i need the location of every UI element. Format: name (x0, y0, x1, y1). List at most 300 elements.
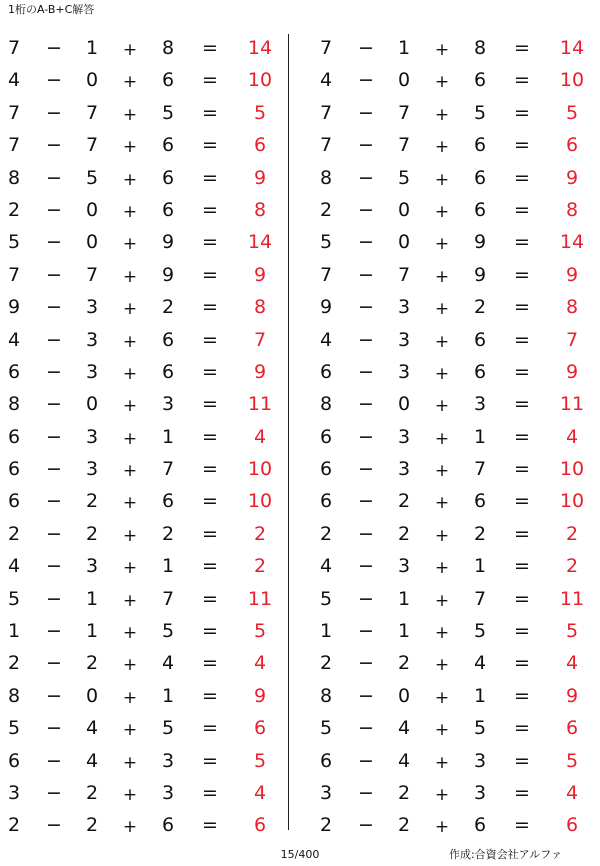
problem-row (312, 453, 600, 485)
operand-b: 1 (397, 620, 411, 643)
operand-c: 3 (473, 393, 487, 416)
answer: 4 (253, 781, 267, 804)
operand-a: 7 (319, 101, 333, 124)
problem-row (0, 259, 290, 291)
operand-b: 3 (397, 458, 411, 481)
equals-sign: = (514, 490, 530, 513)
operand-b: 7 (85, 101, 99, 124)
operand-b: 2 (397, 814, 411, 837)
equals-sign: = (202, 555, 218, 578)
operand-a: 5 (319, 231, 333, 254)
equals-sign: = (202, 69, 218, 92)
minus-sign: − (358, 134, 374, 157)
operand-c: 5 (161, 620, 175, 643)
answer: 14 (559, 231, 585, 254)
operand-c: 8 (473, 37, 487, 59)
answer: 11 (559, 393, 585, 416)
plus-sign: + (122, 396, 138, 417)
operand-b: 1 (397, 37, 411, 59)
answer: 11 (559, 587, 585, 610)
operand-a: 5 (7, 231, 21, 254)
answer: 7 (253, 328, 267, 351)
equals-sign: = (514, 425, 530, 448)
problem-row (312, 647, 600, 679)
answer: 9 (565, 684, 579, 707)
equals-sign: = (202, 328, 218, 351)
plus-sign: + (434, 104, 450, 125)
plus-sign: + (434, 266, 450, 287)
operand-c: 6 (161, 166, 175, 189)
answer: 9 (565, 166, 579, 189)
answer: 4 (565, 425, 579, 448)
plus-sign: + (122, 493, 138, 514)
answer: 6 (565, 717, 579, 740)
operand-c: 8 (161, 37, 175, 59)
operand-a: 8 (7, 166, 21, 189)
minus-sign: − (358, 620, 374, 643)
operand-a: 7 (319, 263, 333, 286)
answer: 14 (247, 231, 273, 254)
plus-sign: + (434, 687, 450, 708)
operand-c: 6 (473, 328, 487, 351)
plus-sign: + (434, 461, 450, 482)
plus-sign: + (122, 817, 138, 838)
minus-sign: − (46, 296, 62, 319)
problem-row (312, 129, 600, 161)
answer: 5 (565, 101, 579, 124)
operand-b: 5 (85, 166, 99, 189)
equals-sign: = (202, 814, 218, 837)
operand-c: 6 (161, 360, 175, 383)
answer: 5 (253, 749, 267, 772)
operand-c: 4 (161, 652, 175, 675)
minus-sign: − (46, 263, 62, 286)
operand-c: 7 (473, 587, 487, 610)
equals-sign: = (202, 749, 218, 772)
operand-b: 1 (85, 620, 99, 643)
answer: 9 (565, 263, 579, 286)
minus-sign: − (358, 37, 374, 59)
problem-row (312, 388, 600, 420)
answer: 2 (565, 555, 579, 578)
problem-row (312, 64, 600, 96)
operand-a: 7 (7, 37, 21, 59)
minus-sign: − (358, 814, 374, 837)
problem-row (0, 745, 290, 777)
operand-c: 6 (473, 814, 487, 837)
operand-c: 6 (473, 69, 487, 92)
equals-sign: = (514, 360, 530, 383)
minus-sign: − (46, 458, 62, 481)
equals-sign: = (514, 296, 530, 319)
operand-a: 9 (319, 296, 333, 319)
equals-sign: = (514, 749, 530, 772)
operand-c: 7 (473, 458, 487, 481)
plus-sign: + (434, 72, 450, 93)
problem-row (312, 226, 600, 258)
problem-row (0, 388, 290, 420)
minus-sign: − (358, 69, 374, 92)
plus-sign: + (122, 687, 138, 708)
answer: 2 (253, 555, 267, 578)
problem-row (312, 550, 600, 582)
operand-a: 8 (7, 393, 21, 416)
minus-sign: − (358, 296, 374, 319)
operand-a: 2 (319, 522, 333, 545)
plus-sign: + (434, 752, 450, 773)
operand-b: 3 (397, 328, 411, 351)
operand-b: 1 (85, 587, 99, 610)
operand-b: 2 (397, 522, 411, 545)
minus-sign: − (358, 101, 374, 124)
problem-row (312, 583, 600, 615)
operand-b: 0 (397, 198, 411, 221)
operand-c: 1 (473, 555, 487, 578)
minus-sign: − (358, 263, 374, 286)
answer: 10 (247, 458, 273, 481)
minus-sign: − (358, 231, 374, 254)
equals-sign: = (202, 717, 218, 740)
operand-c: 5 (473, 620, 487, 643)
operand-b: 3 (85, 328, 99, 351)
plus-sign: + (434, 40, 450, 60)
operand-b: 3 (85, 555, 99, 578)
equals-sign: = (514, 814, 530, 837)
operand-a: 5 (7, 717, 21, 740)
problem-row (0, 129, 290, 161)
minus-sign: − (358, 522, 374, 545)
minus-sign: − (358, 587, 374, 610)
problem-row (0, 356, 290, 388)
operand-c: 6 (473, 134, 487, 157)
answer: 4 (565, 781, 579, 804)
problem-row (0, 518, 290, 550)
operand-b: 3 (85, 360, 99, 383)
problem-row (312, 194, 600, 226)
equals-sign: = (514, 328, 530, 351)
operand-b: 7 (397, 263, 411, 286)
minus-sign: − (46, 587, 62, 610)
equals-sign: = (202, 458, 218, 481)
minus-sign: − (46, 198, 62, 221)
problem-row (312, 32, 600, 64)
equals-sign: = (514, 37, 530, 59)
answer: 7 (565, 328, 579, 351)
operand-a: 6 (7, 749, 21, 772)
operand-b: 2 (85, 814, 99, 837)
operand-c: 5 (161, 717, 175, 740)
operand-c: 7 (161, 458, 175, 481)
plus-sign: + (122, 720, 138, 741)
minus-sign: − (46, 490, 62, 513)
problem-row (0, 162, 290, 194)
answer: 5 (565, 749, 579, 772)
plus-sign: + (434, 720, 450, 741)
answer: 6 (253, 814, 267, 837)
answer: 8 (253, 198, 267, 221)
problem-row (0, 777, 290, 809)
minus-sign: − (46, 620, 62, 643)
equals-sign: = (202, 166, 218, 189)
problem-row (0, 32, 290, 64)
operand-a: 1 (7, 620, 21, 643)
problem-row (312, 324, 600, 356)
plus-sign: + (122, 331, 138, 352)
minus-sign: − (358, 490, 374, 513)
plus-sign: + (434, 558, 450, 579)
equals-sign: = (202, 522, 218, 545)
equals-sign: = (514, 231, 530, 254)
operand-c: 9 (161, 263, 175, 286)
equals-sign: = (202, 425, 218, 448)
operand-b: 3 (85, 425, 99, 448)
operand-b: 0 (85, 393, 99, 416)
plus-sign: + (122, 363, 138, 384)
plus-sign: + (434, 396, 450, 417)
plus-sign: + (122, 169, 138, 190)
problem-row (312, 291, 600, 323)
equals-sign: = (202, 620, 218, 643)
minus-sign: − (46, 166, 62, 189)
operand-a: 4 (7, 555, 21, 578)
minus-sign: − (358, 781, 374, 804)
problem-row (0, 615, 290, 647)
operand-b: 4 (397, 749, 411, 772)
answer: 5 (565, 620, 579, 643)
minus-sign: − (358, 425, 374, 448)
operand-b: 0 (85, 69, 99, 92)
equals-sign: = (514, 69, 530, 92)
operand-c: 6 (473, 490, 487, 513)
operand-c: 4 (473, 652, 487, 675)
equals-sign: = (202, 684, 218, 707)
operand-c: 6 (473, 198, 487, 221)
answer: 9 (253, 360, 267, 383)
minus-sign: − (46, 69, 62, 92)
minus-sign: − (46, 555, 62, 578)
minus-sign: − (46, 393, 62, 416)
problem-row (312, 777, 600, 809)
plus-sign: + (434, 331, 450, 352)
equals-sign: = (202, 587, 218, 610)
operand-a: 6 (319, 360, 333, 383)
equals-sign: = (514, 393, 530, 416)
problem-row (312, 162, 600, 194)
operand-b: 3 (397, 555, 411, 578)
operand-a: 2 (319, 814, 333, 837)
operand-a: 6 (319, 749, 333, 772)
operand-c: 3 (473, 781, 487, 804)
plus-sign: + (122, 299, 138, 320)
operand-a: 3 (7, 781, 21, 804)
minus-sign: − (46, 814, 62, 837)
operand-c: 1 (473, 684, 487, 707)
operand-a: 6 (319, 425, 333, 448)
plus-sign: + (122, 137, 138, 158)
plus-sign: + (122, 525, 138, 546)
operand-a: 6 (319, 490, 333, 513)
minus-sign: − (358, 458, 374, 481)
answer: 10 (559, 69, 585, 92)
operand-b: 3 (397, 296, 411, 319)
minus-sign: − (46, 749, 62, 772)
answer: 5 (253, 101, 267, 124)
operand-b: 3 (85, 296, 99, 319)
operand-a: 7 (319, 37, 333, 59)
operand-a: 7 (319, 134, 333, 157)
operand-a: 8 (319, 393, 333, 416)
answer: 6 (565, 814, 579, 837)
operand-b: 3 (397, 425, 411, 448)
operand-c: 9 (473, 263, 487, 286)
minus-sign: − (46, 328, 62, 351)
minus-sign: − (358, 198, 374, 221)
plus-sign: + (122, 234, 138, 255)
problem-row (0, 97, 290, 129)
operand-a: 8 (7, 684, 21, 707)
answer: 14 (559, 37, 585, 59)
operand-b: 2 (397, 652, 411, 675)
operand-a: 6 (7, 360, 21, 383)
problem-row (0, 485, 290, 517)
operand-c: 2 (161, 522, 175, 545)
equals-sign: = (202, 101, 218, 124)
operand-c: 2 (473, 522, 487, 545)
equals-sign: = (202, 393, 218, 416)
problem-column-right (312, 32, 600, 842)
operand-b: 0 (85, 684, 99, 707)
answer: 9 (253, 263, 267, 286)
problem-row (0, 324, 290, 356)
answer: 8 (565, 296, 579, 319)
equals-sign: = (514, 587, 530, 610)
author-credit: 作成:合資会社アルファ (448, 848, 562, 861)
operand-a: 6 (7, 458, 21, 481)
equals-sign: = (514, 263, 530, 286)
plus-sign: + (434, 169, 450, 190)
problem-row (312, 745, 600, 777)
answer: 8 (565, 198, 579, 221)
operand-c: 6 (161, 328, 175, 351)
answer: 10 (559, 490, 585, 513)
operand-c: 2 (473, 296, 487, 319)
answer: 10 (559, 458, 585, 481)
operand-b: 4 (85, 717, 99, 740)
operand-b: 7 (85, 263, 99, 286)
operand-a: 7 (7, 134, 21, 157)
minus-sign: − (358, 652, 374, 675)
answer: 2 (565, 522, 579, 545)
operand-a: 7 (7, 101, 21, 124)
equals-sign: = (202, 134, 218, 157)
operand-c: 9 (473, 231, 487, 254)
operand-c: 5 (473, 101, 487, 124)
plus-sign: + (434, 428, 450, 449)
operand-c: 5 (473, 717, 487, 740)
operand-a: 9 (7, 296, 21, 319)
equals-sign: = (514, 198, 530, 221)
answer: 9 (253, 166, 267, 189)
problem-row (0, 226, 290, 258)
operand-a: 4 (319, 69, 333, 92)
answer: 4 (253, 425, 267, 448)
operand-c: 3 (473, 749, 487, 772)
problem-row (312, 518, 600, 550)
problem-row (0, 680, 290, 712)
operand-a: 2 (319, 652, 333, 675)
equals-sign: = (514, 458, 530, 481)
plus-sign: + (122, 40, 138, 60)
equals-sign: = (514, 101, 530, 124)
equals-sign: = (202, 263, 218, 286)
plus-sign: + (122, 558, 138, 579)
problem-row (312, 356, 600, 388)
equals-sign: = (202, 490, 218, 513)
operand-c: 6 (161, 814, 175, 837)
plus-sign: + (434, 817, 450, 838)
minus-sign: − (358, 684, 374, 707)
problem-row (312, 97, 600, 129)
minus-sign: − (358, 393, 374, 416)
operand-b: 2 (85, 652, 99, 675)
minus-sign: − (46, 425, 62, 448)
problem-row (0, 421, 290, 453)
equals-sign: = (202, 231, 218, 254)
minus-sign: − (358, 555, 374, 578)
operand-a: 5 (7, 587, 21, 610)
problem-row (0, 291, 290, 323)
operand-b: 7 (85, 134, 99, 157)
operand-b: 4 (397, 717, 411, 740)
equals-sign: = (202, 652, 218, 675)
equals-sign: = (514, 555, 530, 578)
plus-sign: + (434, 363, 450, 384)
operand-a: 1 (319, 620, 333, 643)
operand-a: 4 (7, 328, 21, 351)
answer: 2 (253, 522, 267, 545)
operand-b: 2 (85, 781, 99, 804)
minus-sign: − (46, 134, 62, 157)
plus-sign: + (434, 655, 450, 676)
answer: 11 (247, 393, 273, 416)
problem-row (0, 550, 290, 582)
problem-row (312, 809, 600, 841)
answer: 9 (253, 684, 267, 707)
answer: 10 (247, 490, 273, 513)
equals-sign: = (514, 522, 530, 545)
plus-sign: + (122, 590, 138, 611)
problem-row (0, 64, 290, 96)
operand-b: 0 (397, 684, 411, 707)
answer: 6 (565, 134, 579, 157)
equals-sign: = (514, 166, 530, 189)
minus-sign: − (46, 37, 62, 59)
operand-b: 0 (85, 198, 99, 221)
answer: 4 (253, 652, 267, 675)
plus-sign: + (122, 752, 138, 773)
plus-sign: + (122, 104, 138, 125)
problem-row (312, 712, 600, 744)
plus-sign: + (434, 493, 450, 514)
problem-row (312, 259, 600, 291)
plus-sign: + (122, 784, 138, 805)
answer: 8 (253, 296, 267, 319)
operand-a: 8 (319, 166, 333, 189)
operand-a: 6 (319, 458, 333, 481)
operand-c: 1 (161, 555, 175, 578)
equals-sign: = (514, 620, 530, 643)
minus-sign: − (358, 749, 374, 772)
